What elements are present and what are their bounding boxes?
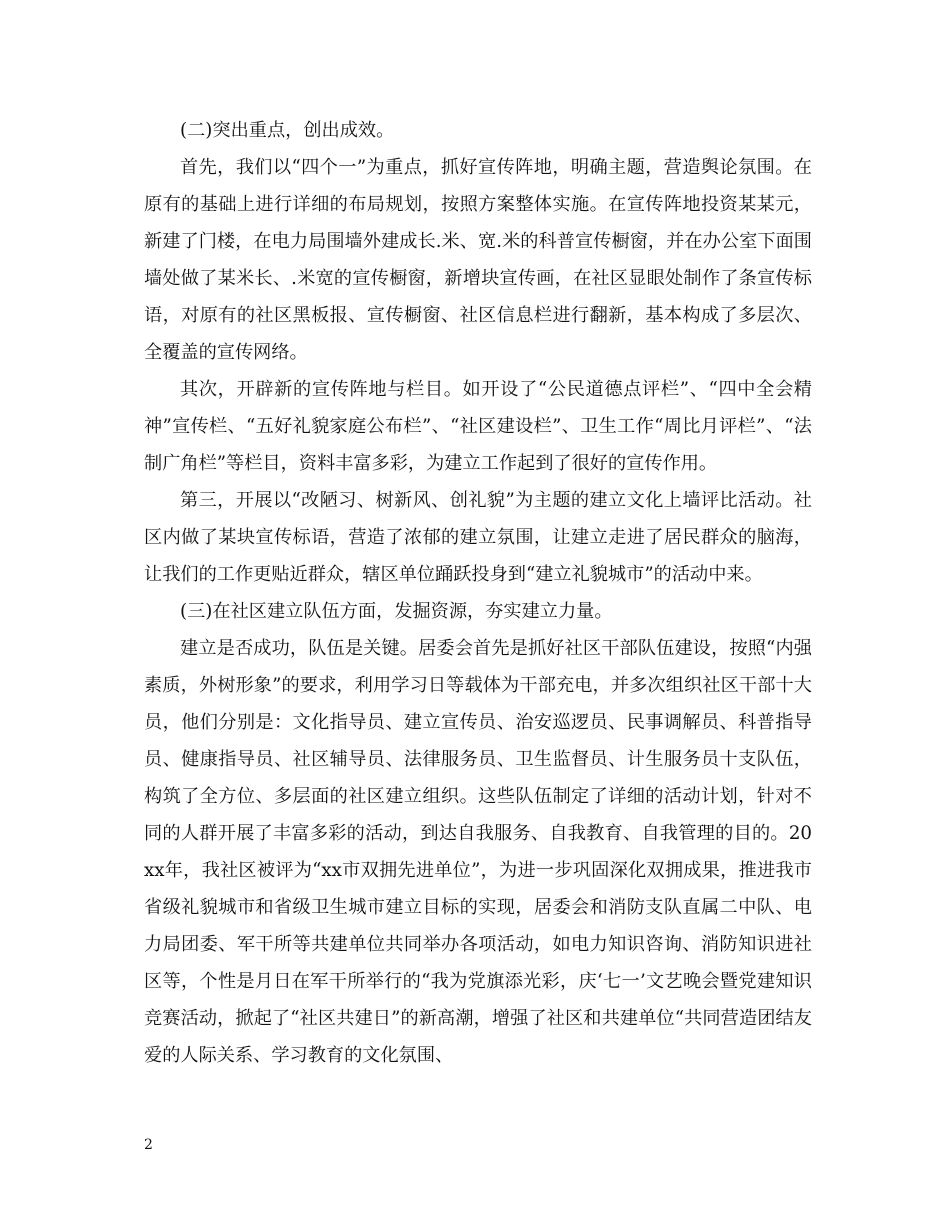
paragraph-third: 第三，开展以“改陋习、树新风、创礼貌”为主题的建立文化上墙评比活动。社区内做了某块宣传标语，营造了浓郁的建立氛围，让建立走进了居民群众的脑海，让我们的工作更贴近群众，辖区单位踊跃投身到“建立礼貌城市”的活动中来。 xyxy=(144,490,812,585)
paragraph-team: 建立是否成功，队伍是关键。居委会首先是抓好社区干部队伍建设，按照“内强素质，外树形象”的要求，利用学习日等载体为干部充电，并多次组织社区干部十大员，他们分别是：文化指导员、建立宣传员、治安巡逻员、民事调解员、科普指导员、健康指导员、社区辅导员、法律服务员、卫生监督员、计生服务员十支队伍，构筑了全方位、多层面的社区建立组织。这些队伍制定了详细的活动计划，针对不同的人群开展了丰富多彩的活动，到达自我服务、自我教育、自我管理的目的。20xx年，我社区被评为“xx市双拥先进单位”，为进一步巩固深化双拥成果，推进我市省级礼貌城市和省级卫生城市建立目标的实现，居委会和消防支队直属二中队、电力局团委、军干所等共建单位共同举办各项活动，如电力知识咨询、消防知识进社区等，个性是月日在军干所举行的“我为党旗添光彩，庆‘七一’文艺晚会暨党建知识竞赛活动，掀起了“社区共建日”的新高潮，增强了社区和共建单位“共同营造团结友爱的人际关系、学习教育的文化氛围、 xyxy=(144,638,812,1066)
paragraph-first: 首先，我们以“四个一”为重点，抓好宣传阵地，明确主题，营造舆论氛围。在原有的基础上进行详细的布局规划，按照方案整体实施。在宣传阵地投资某某元，新建了门楼，在电力局围墙外建成长.米、宽.米的科普宣传橱窗，并在办公室下面围墙处做了某米长、.米宽的宣传橱窗，新增块宣传画，在社区显眼处制作了条宣传标语，对原有的社区黑板报、宣传橱窗、社区信息栏进行翻新，基本构成了多层次、全覆盖的宣传网络。 xyxy=(144,157,812,363)
section-heading-2: (二)突出重点，创出成效。 xyxy=(180,120,395,141)
document-body xyxy=(144,112,812,1074)
paragraph-second: 其次，开辟新的宣传阵地与栏目。如开设了“公民道德点评栏”、“四中全会精神”宣传栏、“五好礼貌家庭公布栏”、“社区建设栏”、卫生工作“周比月评栏”、“法制广角栏”等栏目，资料丰富多彩，为建立工作起到了很好的宣传作用。 xyxy=(144,379,812,474)
page-number: 2 xyxy=(144,1137,153,1153)
section-heading-3: (三)在社区建立队伍方面，发掘资源，夯实建立力量。 xyxy=(180,601,613,622)
